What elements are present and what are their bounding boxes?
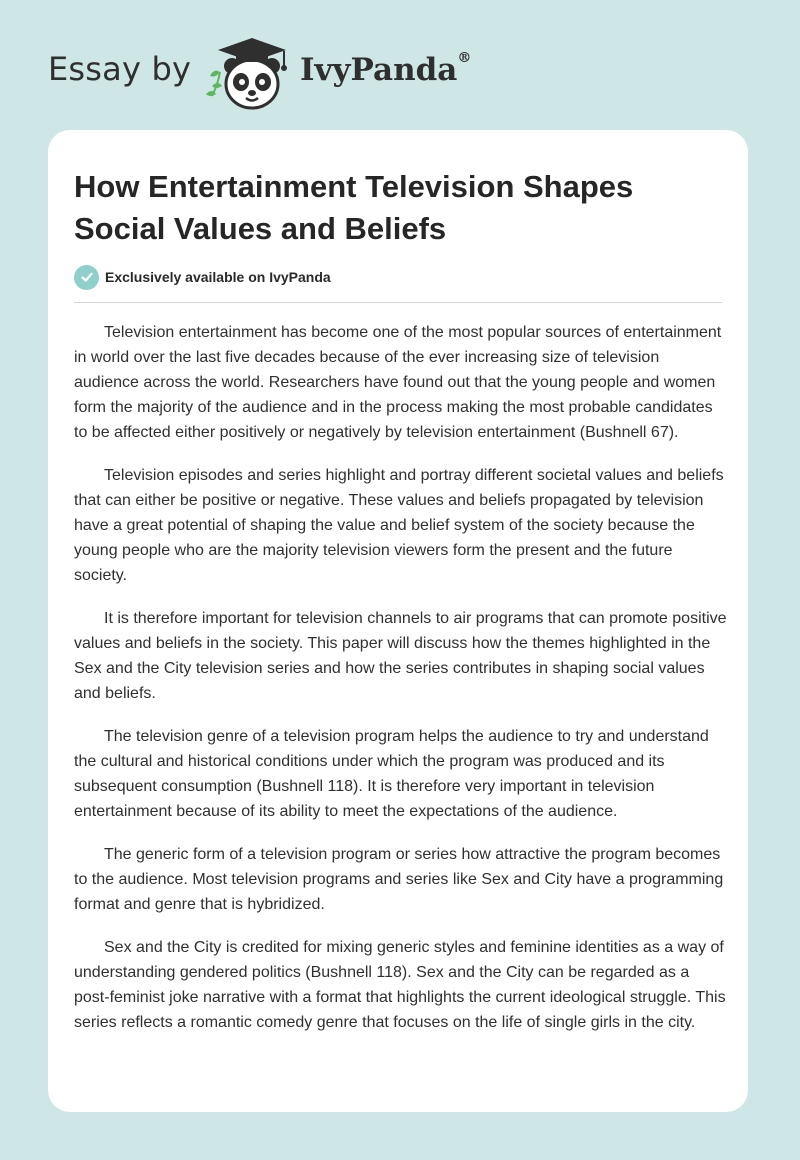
paragraph-2: Television episodes and series highlight and portray different societal values and beliefs that can either be positive or negative. These values and beliefs propagated by television have a great potential of shaping the value and belief system of the society because the young people who are the majority television viewers form the present and the future society. (74, 467, 724, 584)
article-card (48, 130, 748, 1112)
essay-by-label: Essay by (48, 50, 192, 88)
divider (74, 302, 722, 303)
brand-name[interactable] (300, 52, 471, 88)
check-icon (74, 265, 99, 290)
paragraph-4: The television genre of a television program helps the audience to try and understand the cultural and historical conditions under which the program was produced and its subsequent consumption (Bushnell 118). It is therefore very important in television entertainment because of its ability to meet the expectations of the audience. (74, 728, 709, 820)
article-title: How Entertainment Television Shapes Social Values and Beliefs (74, 169, 634, 246)
site-header (0, 0, 800, 130)
exclusive-badge (74, 264, 331, 290)
article-body (74, 320, 728, 1053)
panda-graduate-logo-icon[interactable] (202, 28, 298, 112)
paragraph-1: Television entertainment has become one of the most popular sources of entertainment in world over the last five decades because of the ever increasing size of television audience across the world. Researchers have found out that the young people and women form the majority of the audience and in the process making the most probable candidates to be affected either positively or negatively by television entertainment (Bushnell 67). (74, 324, 722, 441)
paragraph-6: Sex and the City is credited for mixing generic styles and feminine identities as a way of understanding gendered politics (Bushnell 118). Sex and the City can be regarded as a post-feminist joke narrative with a format that highlights the current ideological struggle. This series reflects a romantic comedy genre that focuses on the life of single girls in the city. (74, 939, 726, 1031)
brand-text: IvyPanda (300, 52, 458, 88)
exclusive-badge-text: Exclusively available on IvyPanda (105, 269, 331, 285)
registered-mark: ® (457, 50, 472, 66)
paragraph-5: The generic form of a television program or series how attractive the program becomes to the audience. Most television programs and series like Sex and City have a programming format and genre that is hybridized. (74, 846, 724, 913)
paragraph-3: It is therefore important for television channels to air programs that can promote positive values and beliefs in the society. This paper will discuss how the themes highlighted in the Sex and the City television series and how the series contributes in shaping social values and beliefs. (74, 610, 727, 702)
